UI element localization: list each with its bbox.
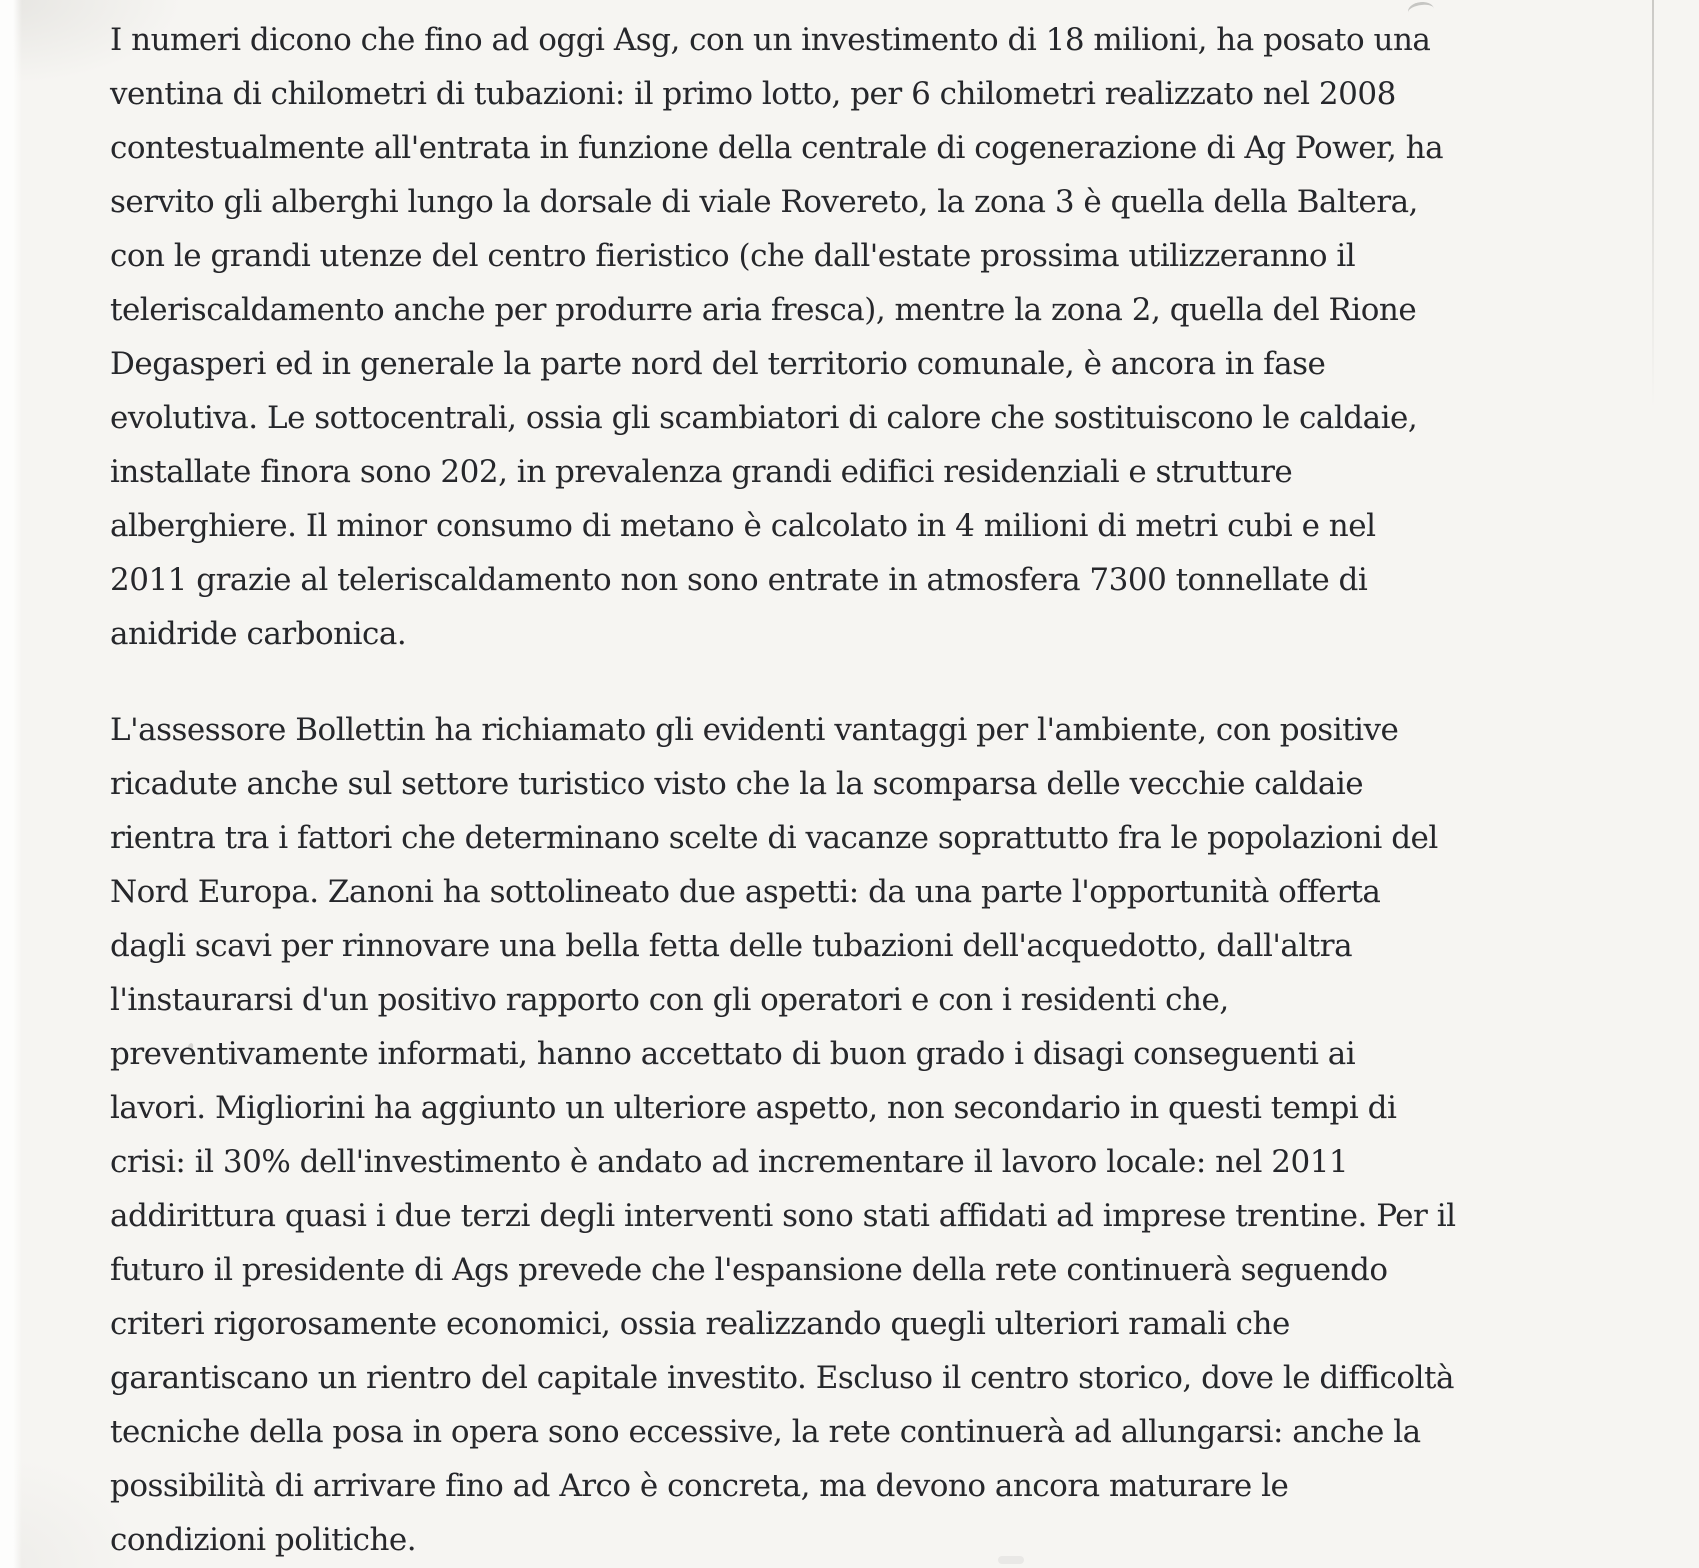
text-line: dagli scavi per rinnovare una bella fetta delle tubazioni dell'acquedotto, dall'altra <box>110 928 1353 964</box>
text-line: I numeri dicono che fino ad oggi Asg, con un investimento di 18 milioni, ha posato una <box>110 22 1431 58</box>
text-line: teleriscaldamento anche per produrre aria fresca), mentre la zona 2, quella del Rione <box>110 292 1417 328</box>
text-line: lavori. Migliorini ha aggiunto un ulteriore aspetto, non secondario in questi tempi di <box>110 1090 1397 1126</box>
text-line: contestualmente all'entrata in funzione della centrale di cogenerazione di Ag Power, ha <box>110 130 1444 166</box>
text-line: ricadute anche sul settore turistico visto che la la scomparsa delle vecchie caldaie <box>110 766 1364 802</box>
text-line: alberghiere. Il minor consumo di metano è calcolato in 4 milioni di metri cubi e nel <box>110 508 1376 544</box>
text-line: anidride carbonica. <box>110 616 407 652</box>
text-line: evolutiva. Le sottocentrali, ossia gli scambiatori di calore che sostituiscono le caldaie, <box>110 400 1418 436</box>
text-line: ventina di chilometri di tubazioni: il primo lotto, per 6 chilometri realizzato nel 2008 <box>110 76 1396 112</box>
text-line: crisi: il 30% dell'investimento è andato ad incrementare il lavoro locale: nel 2011 <box>110 1144 1349 1180</box>
text-line: L'assessore Bollettin ha richiamato gli evidenti vantaggi per l'ambiente, con positive <box>110 712 1399 748</box>
text-line: Degasperi ed in generale la parte nord del territorio comunale, è ancora in fase <box>110 346 1326 382</box>
text-line: 2011 grazie al teleriscaldamento non sono entrate in atmosfera 7300 tonnellate di <box>110 562 1368 598</box>
text-line: rientra tra i fattori che determinano scelte di vacanze soprattutto fra le popolazioni del <box>110 820 1438 856</box>
scan-right-edge-line <box>1652 0 1654 430</box>
text-line: Nord Europa. Zanoni ha sottolineato due aspetti: da una parte l'opportunità offerta <box>110 874 1381 910</box>
text-line: criteri rigorosamente economici, ossia realizzando quegli ulteriori ramali che <box>110 1306 1290 1342</box>
text-line: servito gli alberghi lungo la dorsale di viale Rovereto, la zona 3 è quella della Baltera, <box>110 184 1418 220</box>
text-line: con le grandi utenze del centro fieristico (che dall'estate prossima utilizzeranno il <box>110 238 1356 274</box>
text-line: l'instaurarsi d'un positivo rapporto con gli operatori e con i residenti che, <box>110 982 1229 1018</box>
paragraph-dichiarazioni-amministratori <box>110 703 1456 1567</box>
text-line: tecniche della posa in opera sono eccessive, la rete continuerà ad allungarsi: anche la <box>110 1414 1421 1450</box>
text-line: condizioni politiche. <box>110 1522 417 1558</box>
text-line: preventivamente informati, hanno accettato di buon grado i disagi conseguenti ai <box>110 1036 1356 1072</box>
paragraph-rete-teleriscaldamento <box>110 13 1456 661</box>
text-line: futuro il presidente di Ags prevede che l'espansione della rete continuerà seguendo <box>110 1252 1388 1288</box>
text-line: garantiscano un rientro del capitale investito. Escluso il centro storico, dove le difficoltà <box>110 1360 1454 1396</box>
text-line: possibilità di arrivare fino ad Arco è concreta, ma devono ancora maturare le <box>110 1468 1289 1504</box>
text-line: installate finora sono 202, in prevalenza grandi edifici residenziali e strutture <box>110 454 1293 490</box>
text-line: addirittura quasi i due terzi degli interventi sono stati affidati ad imprese trentine. Per il <box>110 1198 1456 1234</box>
